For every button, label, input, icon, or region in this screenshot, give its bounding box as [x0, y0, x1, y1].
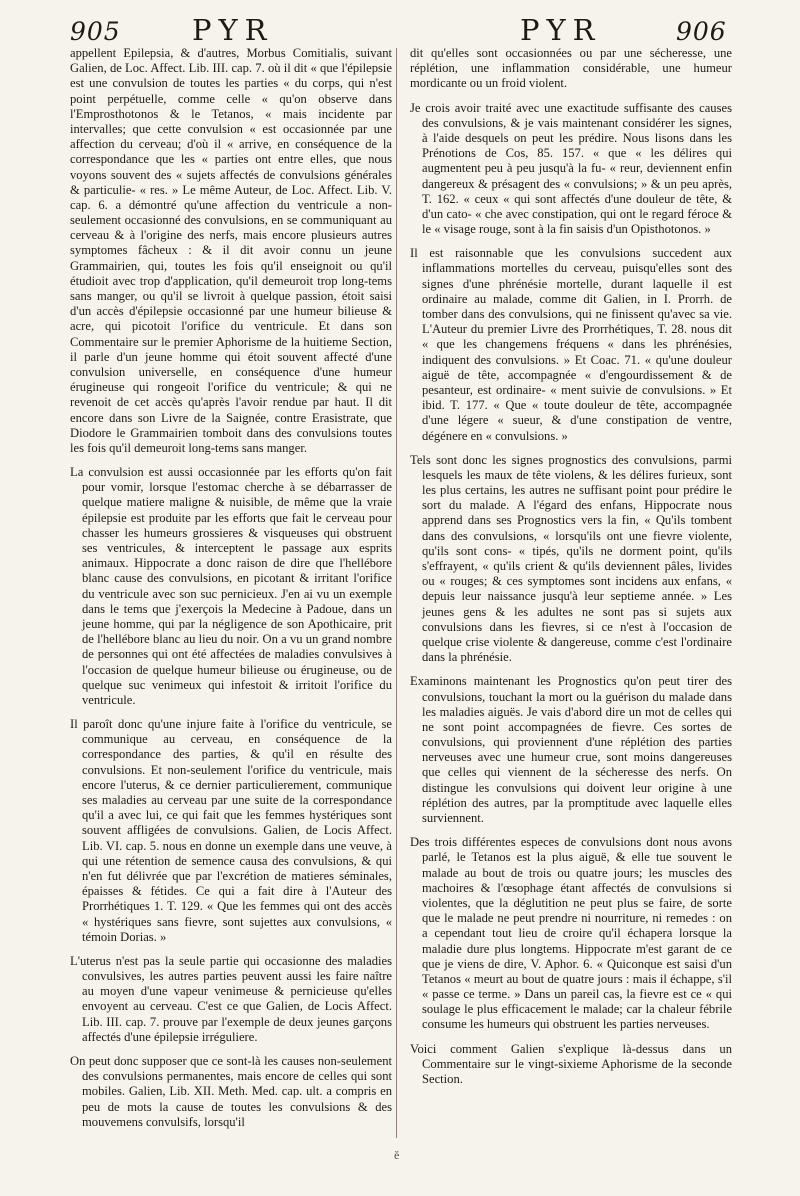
paragraph: On peut donc supposer que ce sont-là les causes non-seulement des convulsions permanentes, mais encore de celles qui sont mobiles. Galien, Lib. XII. Meth. Med. cap. ult. a compris en peu de mots la cause de toutes les convulsions & des mouvemens convulsifs, lorsqu'il: [70, 1054, 392, 1129]
paragraph: appellent Epilepsia, & d'autres, Morbus Comitialis, suivant Galien, de Loc. Affect. Lib. III. cap. 7. où il dit « que l'épilepsie est une convulsion de toutes les parties « du corps, qui n'est point perpétuelle, comme celle « qu'on observe dans l'Emprosthotonos & le Tetanos, « mais incidente par intervalles; que cette convulsion « est occasionnée par une affection du cerveau; d'où il « arrive, en conséquence de la correspondance que les « parties ont entre elles, que nous voyons souvent des « sujets affectés de convulsions générales & particulie- « res. » Le même Auteur, de Loc. Affect. Lib. V. cap. 6. a démontré qu'une affection du ventricule a non-seulement occasionné des convulsions, en se communiquant au cerveau & à l'origine des nerfs, mais encore plusieurs autres symptomes fâcheux : & il dit avoir connu un jeune Grammairien, qui, toutes les fois qu'il enseignoit ou qu'il étudioit avec trop d'application, qu'il demeuroit trop long-tems sans manger, ou qu'il se livroit à quelque passion, étoit saisi d'un accès d'épilepsie occasionné par une humeur bilieuse & acre, qui picotoit l'orifice du ventricule. Et dans son Commentaire sur le premier Aphorisme de la huitieme Section, il parle d'un jeune homme qui étoit souvent affecté d'une convulsion universelle, en conséquence d'une humeur érugineuse qui rongeoit l'orifice du ventricule; & qui ne revenoit de cet accès qu'après l'avoir rendue par haut. Il dit encore dans son Livre de la Saignée, contre Erasistrate, que Diodore le Grammairien tomboit dans des convulsions toutes les fois qu'il demeuroit long-tems sans manger.: [70, 46, 392, 455]
left-running-head: PYR: [192, 13, 274, 47]
paragraph: L'uterus n'est pas la seule partie qui occasionne des maladies convulsives, les autres parties peuvent aussi les faire naître au moyen d'une vapeur venimeuse & pernicieuse qu'elles envoyent au cerveau. C'est ce que Galien, de Locis Affect. Lib. III. cap. 7. prouve par l'exemple de deux jeunes garçons affectés d'une épilepsie irréguliere.: [70, 953, 392, 1044]
paragraph: Voici comment Galien s'explique là-dessus dans un Commentaire sur le vingt-sixieme Aphorisme de la seconde Section.: [410, 1041, 732, 1086]
left-page-number: 905: [70, 17, 121, 46]
paragraph: Il paroît donc qu'une injure faite à l'orifice du ventricule, se communique au cerveau, en conséquence de la correspondance des parties, & qu'il en résulte des convulsions. Et non-seulement l'orifice du ventricule, mais encore l'uterus, & ce dernier particulierement, communique ses maladies au cerveau par une suite de la correspondance qu'il a avec lui, ce qui fait que les femmes hystériques sont souvent affligées de convulsions. Galien, de Locis Affect. Lib. VI. cap. 5. nous en donne un exemple dans une veuve, à qui une rétention de semence causa des convulsions, & qui n'en fut délivrée que par l'excrétion de matieres séminales, épaisses & fétides. Ce qui a fait dire à l'Auteur des Prorrhétiques 1. T. 129. « Que les femmes qui ont des accès « hystériques sans fievre, sont sujettes aux convulsions, « témoin Dorias. »: [70, 717, 392, 944]
paragraph: Des trois différentes especes de convulsions dont nous avons parlé, le Tetanos est la plus aiguë, & elle tue souvent le malade au bout de trois ou quatre jours; les muscles des machoires & l'œsophage étant affectés de convulsions si violentes, que la déglutition ne peut plus se faire, de sorte que le malade ne peut prendre ni nourriture, ni remedes : on a cependant tout lieu de croire qu'il échapera lorsque la maladie dure plus longtems. Hippocrate m'est garant de ce que je viens de dire, V. Aphor. 6. « Quiconque est saisi d'un Tetanos « meurt au bout de quatre jours : mais il échappe, s'il « passe ce terme. » Dans un pareil cas, la fievre est ce « qui soulage le plus efficacement le malade; car la chaleur fébrile consume les humeurs qui obstruent les parties nerveuses.: [410, 835, 732, 1032]
paragraph: Il est raisonnable que les convulsions succedent aux inflammations mortelles du cerveau, puisqu'elles sont des signes d'une phrénésie mortelle, durant laquelle il est ordinaire au malade, comme dit Galien, in I. Prorrh. de tomber dans des convulsions, qui ne finissent qu'avec sa vie. L'Auteur du premier Livre des Prorrhétiques, T. 28. nous dit « que les changemens fréquens « dans les phrénésies, indiquent des convulsions. » Et Coac. 71. « qu'une douleur aiguë de tête, accompagnée « d'engourdissement & de pesanteur, est ordinaire- « ment suivie de convulsions. » Et ibid. T. 177. « Que « toute douleur de tête, accompagnée d'une légere « sueur, & d'une constipation de ventre, dégénere en « convulsions. »: [410, 246, 732, 443]
paragraph: Tels sont donc les signes prognostics des convulsions, parmi lesquels les maux de tête violens, & les délires furieux, sont les plus certains, les autres ne suffisant point pour prédire le sort du malade. A l'égard des enfans, Hippocrate nous apprend dans ses Prognostics vers la fin, « Qu'ils tombent dans des convulsions, « lorsqu'ils ont une fievre violente, qu'ils sont cons- « tipés, qu'ils ne dorment point, qu'ils s'effrayent, « qu'ils crient & qu'ils deviennent pâles, livides ou « rouges; & ces symptomes sont incidens aux enfans, « depuis leur naissance jusqu'à leur septieme année. » Les jeunes gens & les adultes ne sont pas si sujets aux convulsions dans les fievres, si ce n'est à l'occasion de quelque crise violente & dangereuse, comme c'est l'ordinaire dans la phrénésie.: [410, 452, 732, 665]
right-running-head: PYR: [520, 13, 602, 47]
paragraph: Je crois avoir traité avec une exactitude suffisante des causes des convulsions, & je vais maintenant considérer les signes, à l'aide desquels on peut les prédire. Nous lisons dans les Prénotions de Cos, 85. 157. « que « les délires qui augmentent peu à peu jusqu'à la fu- « reur, deviennent enfin dangereux & présagent des « convulsions; » & un peu après, T. 162. « ceux « qui sont affectés d'une douleur de tête, & d'un cato- « che avec constipation, qui ont le regard féroce & le « visage rouge, sont à la fin saisis d'un Opisthotonos. »: [410, 100, 732, 237]
paragraph: dit qu'elles sont occasionnées ou par une sécheresse, une réplétion, une inflammation considérable, une humeur mordicante ou un froid violent.: [410, 46, 732, 91]
right-page-number: 906: [676, 17, 727, 46]
left-column: [70, 46, 392, 1139]
paragraph: Examinons maintenant les Prognostics qu'on peut tirer des convulsions, touchant la mort ou la guérison du malade dans les maladies aiguës. Je vais d'abord dire un mot de celles qui ne sont point accompagnées de fievre. Ces sortes de convulsions, qui proviennent d'une réplétion des parties nerveuses avec une humeur crue, sont moins dangereuses que celles qui viennent de la sécheresse des nerfs. On distingue les convulsions qui doivent leur origine à une réplétion des autres, par la promptitude avec laquelle elles surviennent.: [410, 674, 732, 825]
paragraph: La convulsion est aussi occasionnée par les efforts qu'on fait pour vomir, lorsque l'estomac cherche à se débarrasser de quelque matiere maligne & nuisible, de même que la vraie épilepsie est produite par les efforts que fait le cerveau pour chasser les humeurs grossieres & visqueuses qui obstruent ses ventricules, & interceptent le passage aux esprits animaux. Hippocrate a donc raison de dire que l'hellébore blanc cause des convulsions, en picotant & irritant l'orifice du ventricule avec son suc pernicieux. J'en ai vu un exemple dans le tems que j'exerçois la Medecine à Padoue, dans un jeune homme, qui par la négligence de son Apothicaire, prit de l'hellébore blanc au lieu du noir. On a vu un grand nombre de personnes qui ont été affectées de maladies convulsives à l'occasion de quelque humeur bilieuse ou érugineuse, ou de quelque suc venimeux qui infestoit & irritoit l'orifice du ventricule.: [70, 465, 392, 707]
right-column: [410, 46, 732, 1096]
column-divider: [396, 48, 397, 1138]
footer-mark: ĕ: [394, 1148, 400, 1162]
